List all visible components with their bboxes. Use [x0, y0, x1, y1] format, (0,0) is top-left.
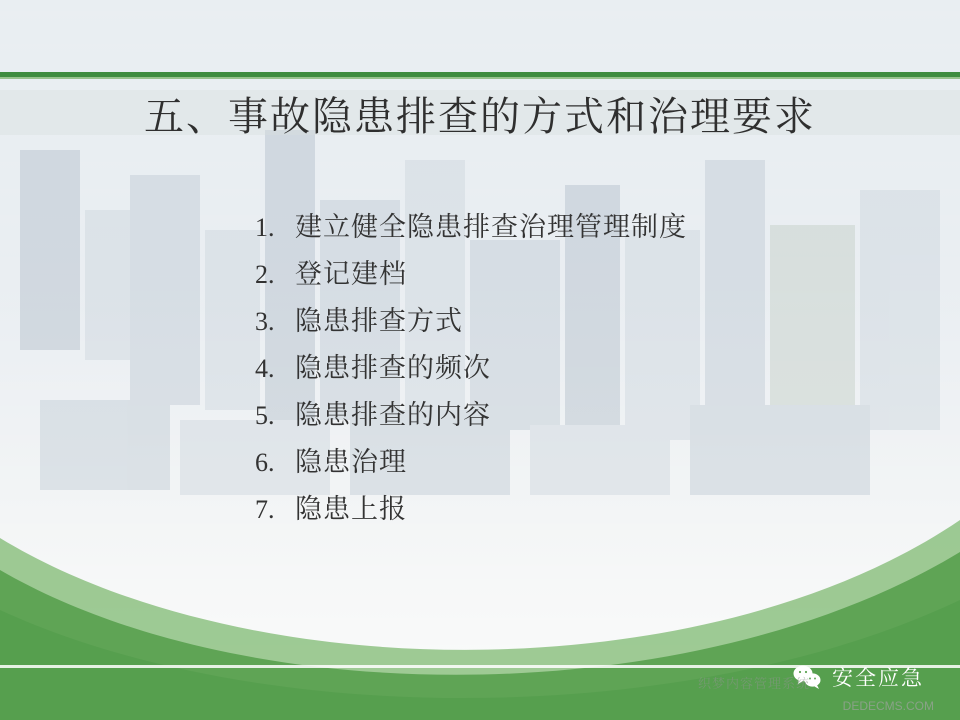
list-item-label: 隐患治理 [295, 447, 407, 479]
list-item-label: 隐患排查的内容 [295, 400, 491, 432]
list-item-label: 隐患排查方式 [295, 306, 463, 338]
list-item-number: 2. [255, 260, 275, 290]
list-item-number: 1. [255, 213, 275, 242]
list-item [255, 259, 855, 290]
list-item-number: 4. [255, 354, 275, 384]
footer-brand-label: 安全应急 [832, 666, 924, 690]
page-title: 五、事故隐患排查的方式和治理要求 [144, 94, 816, 140]
content-list [255, 212, 855, 541]
list-item-label: 建立健全隐患排查治理管理制度 [295, 212, 687, 243]
list-item [255, 212, 855, 243]
top-divider-accent [0, 77, 960, 79]
list-item-number: 7. [255, 495, 275, 525]
list-item [255, 353, 855, 384]
list-item-number: 6. [255, 448, 275, 478]
list-item [255, 447, 855, 478]
list-item [255, 306, 855, 337]
list-item-number: 5. [255, 401, 275, 431]
list-item [255, 494, 855, 525]
list-item-label: 隐患上报 [295, 494, 407, 526]
list-item [255, 400, 855, 431]
list-item-label: 隐患排查的频次 [295, 353, 491, 385]
footer-brand [792, 662, 924, 692]
watermark [843, 700, 934, 714]
watermark-chinese: 织梦内容管理系统 [697, 677, 810, 692]
list-item-label: 登记建档 [295, 259, 407, 291]
watermark-line1: DEDECMS.COM [842, 699, 934, 714]
list-item-number: 3. [255, 307, 275, 337]
